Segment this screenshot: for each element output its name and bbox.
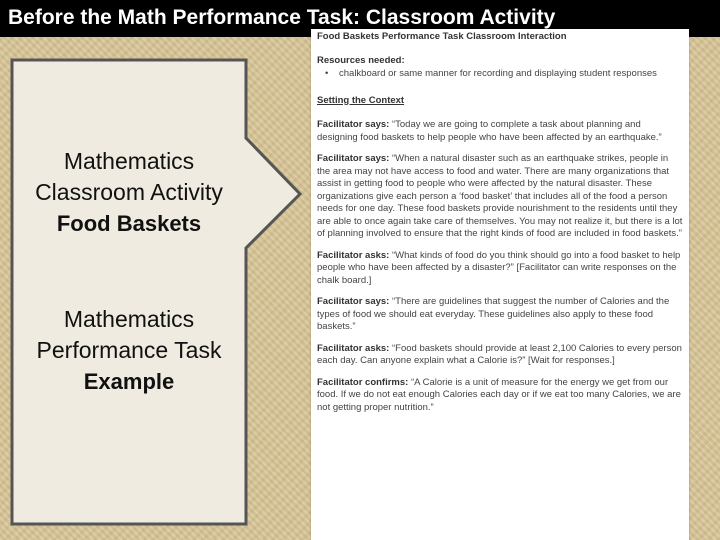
paragraph-text: “Today we are going to complete a task about planning and designing food baskets to help people who have been affected by an earthquake.” — [317, 119, 662, 143]
paragraph-text: “When a natural disaster such as an earthquake strikes, people in the area may not have access to food and water. There are many organizations that assist in getting food to people who were affected by the natural disaster. These organizations give each person a ‘food basket’ that includes all of the food a person needs for one day. These food baskets provide nourishment to the residents until they are able to once again take care of themselves. You may not realize it, but there is a lot of planning involved to ensure that the right kinds of food are included in food baskets.” — [317, 153, 683, 239]
paragraph — [317, 296, 683, 334]
callout-line: Mathematics — [63, 148, 195, 174]
callout-line: Classroom Activity — [35, 179, 223, 205]
callout-shape — [10, 58, 304, 526]
paragraph-text: “A Calorie is a unit of measure for the energy we get from our food. If we do not eat enough Calories each day or if we eat too many Calories, we are not getting proper nutrition.” — [317, 376, 681, 413]
resource-item — [317, 68, 683, 81]
paragraph-text: “What kinds of food do you think should go into a food basket to help people who have been affected by a disaster?” [Facilitator can write responses on the chalk board.] — [317, 249, 681, 286]
paragraph-text: “Food baskets should provide at least 2,100 Calories to every person each day. Can anyone explain what a Calorie is?” [Wait for responses.] — [317, 342, 682, 366]
speaker-label: Facilitator says: — [317, 119, 390, 130]
paragraph — [317, 343, 683, 368]
paragraph — [317, 153, 683, 241]
callout-line: Performance Task — [36, 337, 222, 363]
speaker-label: Facilitator asks: — [317, 342, 390, 354]
callout-line: Mathematics — [63, 306, 195, 332]
callout-box — [10, 58, 304, 526]
paragraph — [317, 119, 683, 144]
resource-text: chalkboard or same manner for recording and displaying student responses — [339, 68, 657, 79]
bullet-icon: • — [325, 68, 329, 79]
paragraph-text: “There are guidelines that suggest the number of Calories and the types of food we should eat everyday. These guidelines also apply to these food baskets.” — [317, 296, 670, 332]
callout-group-classroom-activity — [10, 146, 248, 239]
callout-group-performance-task — [10, 304, 248, 397]
speaker-label: Facilitator asks: — [317, 249, 390, 261]
speaker-label: Facilitator says: — [317, 153, 390, 164]
resources-label: Resources needed: — [317, 54, 405, 66]
document-title: Food Baskets Performance Task Classroom Interaction — [317, 31, 567, 42]
callout-line-bold: Example — [83, 369, 175, 394]
speaker-label: Facilitator confirms: — [317, 376, 409, 388]
paragraph — [317, 377, 683, 415]
document-excerpt — [311, 29, 689, 540]
speaker-label: Facilitator says: — [317, 296, 390, 307]
slide-title: Before the Math Performance Task: Classroom Activity — [8, 6, 556, 29]
section-heading: Setting the Context — [317, 94, 405, 106]
callout-line-bold: Food Baskets — [56, 211, 202, 236]
paragraph — [317, 250, 683, 288]
